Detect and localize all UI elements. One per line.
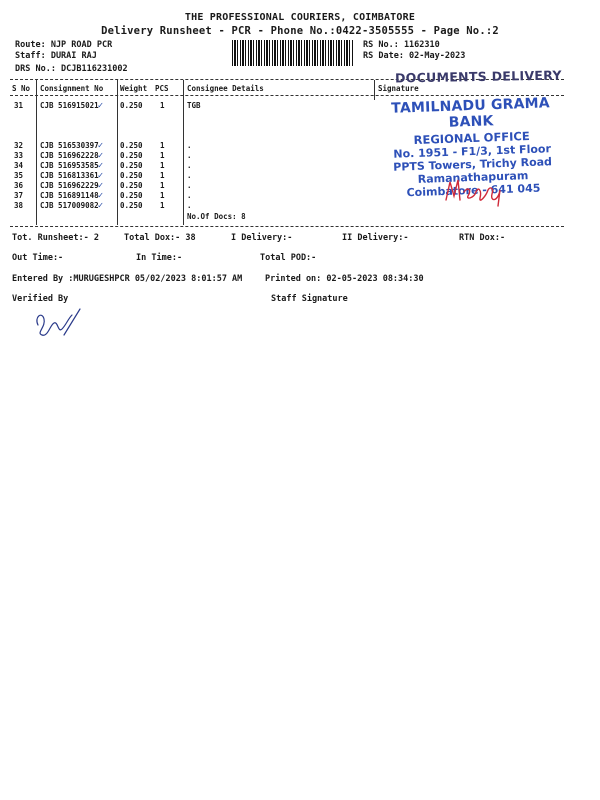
row-consignment: CJB 517009082✓ <box>40 201 104 211</box>
total-runsheet: Tot. Runsheet:- 2 <box>12 233 99 243</box>
row-consignment: CJB 516813361✓ <box>40 171 104 181</box>
barcode <box>232 40 354 66</box>
row-sno: 37 <box>14 191 24 200</box>
stamp-line: TAMILNADU GRAMA BANK <box>390 95 551 131</box>
row-consignee: . <box>187 161 192 170</box>
ii-delivery: II Delivery:- <box>342 233 409 243</box>
col-divider <box>374 80 375 100</box>
row-weight: 0.250 <box>120 161 143 170</box>
row-pcs: 1 <box>160 151 165 160</box>
check-mark-icon: ✓ <box>97 171 104 181</box>
row-sno: 34 <box>14 161 24 170</box>
i-delivery: I Delivery:- <box>231 233 293 243</box>
row-consignee: . <box>187 191 192 200</box>
stamp-line: No. 1951 - F1/3, 1st Floor <box>393 142 552 161</box>
row-pcs: 1 <box>160 181 165 190</box>
no-of-docs: No.Of Docs: 8 <box>187 212 246 221</box>
check-mark-icon: ✓ <box>97 181 104 191</box>
row-sno: 33 <box>14 151 24 160</box>
entered-by: Entered By :MURUGESHPCR 05/02/2023 8:01:57 AM <box>12 274 243 284</box>
row-pcs: 1 <box>160 191 165 200</box>
verified-by-label: Verified By <box>12 294 69 304</box>
row-consignee: . <box>187 141 192 150</box>
col-header-sno: S No <box>12 84 31 93</box>
rtn-dox: RTN Dox:- <box>459 233 506 243</box>
stamp-line: Ramanathapuram <box>417 169 529 186</box>
col-header-pcs: PCS <box>155 84 169 93</box>
rs-date: RS Date: 02-May-2023 <box>363 51 466 61</box>
in-time: In Time:- <box>136 253 183 263</box>
runsheet-title: Delivery Runsheet - PCR - Phone No.:0422-3505555 - Page No.:2 <box>101 25 499 37</box>
staff: Staff: DURAI RAJ <box>15 51 97 61</box>
row-consignee: . <box>187 201 192 210</box>
receiver-signature-icon <box>440 172 510 212</box>
check-mark-icon: ✓ <box>97 161 104 171</box>
row-weight: 0.250 <box>120 151 143 160</box>
row-consignee: TGB <box>187 101 201 110</box>
staff-signature-label: Staff Signature <box>271 294 348 304</box>
table-row <box>0 201 600 211</box>
check-mark-icon: ✓ <box>97 141 104 151</box>
row-consignment: CJB 516962229✓ <box>40 181 104 191</box>
check-mark-icon: ✓ <box>97 201 104 211</box>
row-pcs: 1 <box>160 171 165 180</box>
table-bottom-rule <box>10 226 564 227</box>
row-pcs: 1 <box>160 101 165 110</box>
row-sno: 31 <box>14 101 24 110</box>
total-dox: Total Dox:- 38 <box>124 233 196 243</box>
row-consignment: CJB 516915021✓ <box>40 101 104 111</box>
check-mark-icon: ✓ <box>97 191 104 201</box>
row-consignee: . <box>187 151 192 160</box>
stamp-line: Coimbatore - 641 045 <box>406 181 541 200</box>
verifier-signature-icon <box>28 305 88 345</box>
row-weight: 0.250 <box>120 181 143 190</box>
row-consignee: . <box>187 171 192 180</box>
col-header-consignment: Consignment No <box>40 84 104 93</box>
row-consignment: CJB 516530397✓ <box>40 141 104 151</box>
row-weight: 0.250 <box>120 171 143 180</box>
check-mark-icon: ✓ <box>97 151 104 161</box>
row-consignment: CJB 516891148✓ <box>40 191 104 201</box>
row-weight: 0.250 <box>120 141 143 150</box>
row-sno: 32 <box>14 141 24 150</box>
row-consignment: CJB 516953585✓ <box>40 161 104 171</box>
row-pcs: 1 <box>160 141 165 150</box>
stamp-line: PPTS Towers, Trichy Road <box>393 155 553 174</box>
table-header-rule <box>10 95 564 96</box>
row-sno: 35 <box>14 171 24 180</box>
col-header-consignee: Consignee Details <box>187 84 264 93</box>
company-title: THE PROFESSIONAL COURIERS, COIMBATORE <box>184 12 416 23</box>
row-sno: 38 <box>14 201 24 210</box>
check-mark-icon: ✓ <box>97 101 104 111</box>
col-header-signature: Signature <box>378 84 419 93</box>
row-pcs: 1 <box>160 161 165 170</box>
row-weight: 0.250 <box>120 201 143 210</box>
row-weight: 0.250 <box>120 101 143 110</box>
stamp-line: REGIONAL OFFICE <box>413 128 530 148</box>
rs-number: RS No.: 1162310 <box>363 40 440 50</box>
row-pcs: 1 <box>160 201 165 210</box>
col-header-weight: Weight <box>120 84 148 93</box>
row-consignee: . <box>187 181 192 190</box>
row-weight: 0.250 <box>120 191 143 200</box>
documents-delivery-stamp: DOCUMENTS DELIVERY <box>394 67 562 86</box>
route: Route: NJP ROAD PCR <box>15 40 113 50</box>
out-time: Out Time:- <box>12 253 64 263</box>
total-pod: Total POD:- <box>260 253 317 263</box>
row-consignment: CJB 516962228✓ <box>40 151 104 161</box>
row-sno: 36 <box>14 181 24 190</box>
printed-on: Printed on: 02-05-2023 08:34:30 <box>265 274 424 284</box>
drs-number: DRS No.: DCJB116231002 <box>15 64 128 74</box>
